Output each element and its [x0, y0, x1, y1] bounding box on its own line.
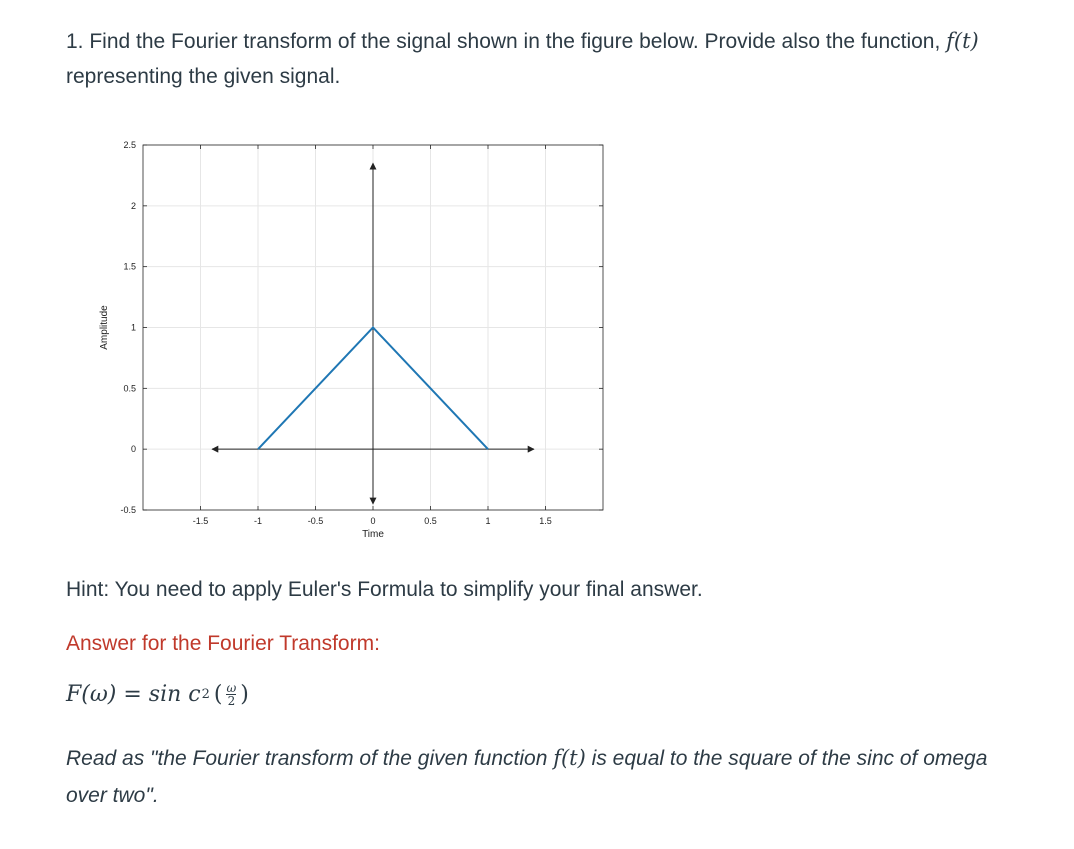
question-suffix: representing the given signal.	[66, 65, 341, 88]
y-tick-label-5: 2	[130, 200, 136, 211]
y-tick-label-0: -0.5	[120, 505, 136, 515]
y-tick-label-2: 0.5	[123, 383, 136, 394]
signal-chart	[95, 130, 625, 555]
function-symbol: f(t)	[946, 29, 979, 53]
formula-fraction	[226, 682, 236, 707]
answer-heading: Answer for the Fourier Transform:	[66, 632, 380, 655]
x-tick-label-3: 0	[370, 516, 376, 526]
hint-text: Hint: You need to apply Euler's Formula to simplify your final answer.	[66, 578, 703, 601]
fraction-denominator: 2	[227, 694, 236, 708]
x-tick-label-1: -1	[253, 516, 263, 526]
question-text	[66, 24, 1026, 94]
x-tick-label-4: 0.5	[424, 516, 437, 526]
formula-close-paren: )	[240, 682, 249, 707]
x-tick-label-5: 1	[485, 516, 491, 526]
question-prefix: 1. Find the Fourier transform of the signal shown in the figure below. Provide also the function,	[66, 30, 947, 53]
x-axis-label: Time	[362, 529, 384, 540]
y-axis-label: Amplitude	[99, 305, 110, 350]
tick-labels	[120, 140, 551, 526]
read-as-suffix: is equal to the square of the sinc of omega over two".	[66, 747, 988, 807]
x-tick-label-6: 1.5	[539, 516, 552, 526]
read-as-prefix: Read as "the Fourier transform of the given function	[66, 747, 554, 770]
x-tick-label-2: -0.5	[307, 516, 324, 526]
x-tick-label-0: -1.5	[192, 516, 209, 526]
y-tick-label-1: 0	[130, 444, 136, 455]
y-tick-label-4: 1.5	[123, 261, 136, 272]
y-tick-label-3: 1	[130, 322, 136, 333]
formula-lhs: F(ω) = sin c	[66, 682, 201, 707]
formula-open-paren: (	[213, 682, 223, 707]
answer-formula	[66, 682, 249, 707]
axis-arrows	[212, 163, 534, 504]
read-as-function: f(t)	[553, 746, 586, 770]
y-tick-label-6: 2.5	[123, 140, 136, 150]
fraction-numerator: ω	[226, 681, 237, 695]
read-as-text	[66, 740, 1016, 814]
formula-exponent: 2	[201, 687, 210, 702]
